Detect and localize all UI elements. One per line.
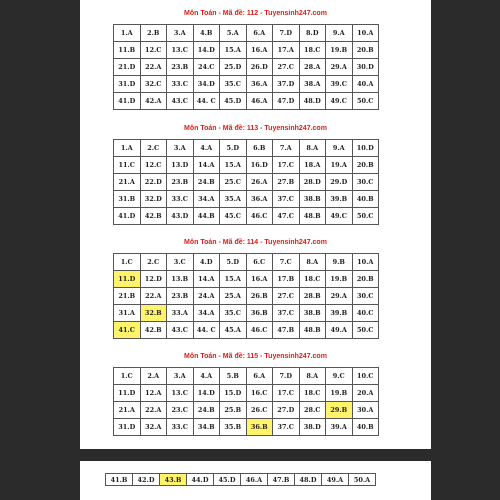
answer-cell: 31.D bbox=[114, 419, 141, 436]
answer-cell: 35.B bbox=[220, 419, 247, 436]
answer-row bbox=[114, 208, 379, 225]
answer-cell: 18.C bbox=[299, 271, 326, 288]
answer-cell: 18.C bbox=[299, 385, 326, 402]
answer-cell: 1.C bbox=[114, 254, 141, 271]
answer-cell: 44.B bbox=[193, 208, 220, 225]
answer-cell: 37.C bbox=[273, 191, 300, 208]
answer-cell: 12.C bbox=[140, 157, 167, 174]
answer-cell: 9.C bbox=[326, 368, 353, 385]
answer-cell: 15.A bbox=[220, 271, 247, 288]
answer-cell: 30.A bbox=[352, 402, 379, 419]
answer-row bbox=[114, 419, 379, 436]
answer-cell: 31.B bbox=[114, 191, 141, 208]
answer-row bbox=[114, 59, 379, 76]
answer-cell: 44.D bbox=[187, 474, 214, 486]
answer-row bbox=[114, 191, 379, 208]
answer-cell: 38.B bbox=[299, 305, 326, 322]
answer-cell: 27.D bbox=[273, 402, 300, 419]
answer-cell: 3.A bbox=[167, 25, 194, 42]
answer-row bbox=[114, 305, 379, 322]
answer-cell: 21.A bbox=[114, 402, 141, 419]
answer-cell: 23.B bbox=[167, 174, 194, 191]
answer-cell: 49.A bbox=[322, 474, 349, 486]
answer-cell: 29.A bbox=[326, 288, 353, 305]
answer-cell: 38.B bbox=[299, 191, 326, 208]
answer-cell: 26.A bbox=[246, 174, 273, 191]
answer-cell: 4.A bbox=[193, 140, 220, 157]
answer-cell: 12.D bbox=[140, 271, 167, 288]
answer-cell: 34.A bbox=[193, 191, 220, 208]
section-title: Môn Toán - Mã đề: 112 - Tuyensinh247.com bbox=[184, 10, 327, 17]
answer-cell: 26.B bbox=[246, 288, 273, 305]
answer-cell: 41.D bbox=[114, 93, 141, 110]
answer-cell: 25.C bbox=[220, 174, 247, 191]
answer-cell: 46.C bbox=[246, 322, 273, 339]
answer-cell: 44. C bbox=[193, 93, 220, 110]
answer-row bbox=[114, 174, 379, 191]
answer-cell: 8.A bbox=[299, 368, 326, 385]
answer-cell: 5.B bbox=[220, 368, 247, 385]
answer-row bbox=[114, 76, 379, 93]
answer-cell: 30.C bbox=[352, 288, 379, 305]
answer-cell: 17.C bbox=[273, 385, 300, 402]
answer-cell: 49.A bbox=[326, 322, 353, 339]
answer-cell: 2.B bbox=[140, 25, 167, 42]
answer-table bbox=[113, 253, 379, 339]
answer-cell: 1.C bbox=[114, 368, 141, 385]
answer-cell: 11.D bbox=[114, 385, 141, 402]
answer-cell: 25.A bbox=[220, 288, 247, 305]
answer-cell: 4.A bbox=[193, 368, 220, 385]
answer-cell: 8.D bbox=[299, 25, 326, 42]
answer-cell: 17.B bbox=[273, 271, 300, 288]
answer-cell: 30.C bbox=[352, 174, 379, 191]
answer-cell: 40.A bbox=[352, 76, 379, 93]
answer-cell: 17.C bbox=[273, 157, 300, 174]
answer-cell: 35.A bbox=[220, 191, 247, 208]
answer-cell: 19.A bbox=[326, 157, 353, 174]
answer-cell: 37.C bbox=[273, 305, 300, 322]
answer-cell: 46.A bbox=[241, 474, 268, 486]
answer-cell: 36.A bbox=[246, 191, 273, 208]
answer-cell: 16.C bbox=[246, 385, 273, 402]
answer-cell: 24.A bbox=[193, 288, 220, 305]
answer-cell: 5.D bbox=[220, 254, 247, 271]
answer-cell: 11.D bbox=[114, 271, 141, 288]
answer-row bbox=[114, 322, 379, 339]
answer-table bbox=[113, 24, 379, 110]
answer-cell: 2.C bbox=[140, 254, 167, 271]
answer-cell: 6.B bbox=[246, 140, 273, 157]
answer-row bbox=[114, 140, 379, 157]
answer-cell: 17.A bbox=[273, 42, 300, 59]
answer-cell: 19.B bbox=[326, 271, 353, 288]
answer-cell: 45.D bbox=[220, 93, 247, 110]
answer-cell: 12.A bbox=[140, 385, 167, 402]
answer-cell: 7.A bbox=[273, 140, 300, 157]
answer-cell: 37.D bbox=[273, 76, 300, 93]
answer-cell: 22.A bbox=[140, 59, 167, 76]
section-title: Môn Toán - Mã đề: 114 - Tuyensinh247.com bbox=[184, 239, 327, 246]
answer-cell: 31.A bbox=[114, 305, 141, 322]
answer-cell: 27.B bbox=[273, 174, 300, 191]
answer-cell: 28.B bbox=[299, 288, 326, 305]
answer-cell: 43.C bbox=[167, 322, 194, 339]
answer-row bbox=[114, 402, 379, 419]
answer-cell: 5.D bbox=[220, 140, 247, 157]
answer-cell: 10.A bbox=[352, 25, 379, 42]
answer-cell: 26.D bbox=[246, 59, 273, 76]
answer-cell: 30.D bbox=[352, 59, 379, 76]
answer-cell: 47.B bbox=[273, 322, 300, 339]
answer-cell: 3.C bbox=[167, 254, 194, 271]
answer-cell: 39.A bbox=[326, 419, 353, 436]
answer-cell: 1.A bbox=[114, 25, 141, 42]
answer-cell: 6.A bbox=[246, 368, 273, 385]
section-title: Môn Toán - Mã đề: 115 - Tuyensinh247.com bbox=[184, 353, 327, 360]
answer-cell: 13.B bbox=[167, 271, 194, 288]
answer-cell: 29.A bbox=[326, 59, 353, 76]
answer-cell: 42.B bbox=[140, 208, 167, 225]
answer-cell: 1.A bbox=[114, 140, 141, 157]
answer-cell: 27.C bbox=[273, 59, 300, 76]
answer-cell: 43.D bbox=[167, 208, 194, 225]
answer-cell: 32.C bbox=[140, 76, 167, 93]
answer-cell: 20.A bbox=[352, 385, 379, 402]
answer-cell: 46.C bbox=[246, 208, 273, 225]
answer-cell: 2.C bbox=[140, 140, 167, 157]
answer-cell: 40.B bbox=[352, 191, 379, 208]
answer-cell: 9.A bbox=[326, 140, 353, 157]
answer-cell: 13.C bbox=[167, 385, 194, 402]
answer-cell: 12.C bbox=[140, 42, 167, 59]
answer-cell: 18.C bbox=[299, 42, 326, 59]
answer-cell: 14.A bbox=[193, 157, 220, 174]
answer-cell: 49.C bbox=[326, 93, 353, 110]
answer-cell: 39.B bbox=[326, 191, 353, 208]
answer-cell: 47.B bbox=[268, 474, 295, 486]
answer-cell: 22.D bbox=[140, 174, 167, 191]
answer-cell: 28.D bbox=[299, 174, 326, 191]
answer-cell: 6.A bbox=[246, 25, 273, 42]
answer-cell: 14.A bbox=[193, 271, 220, 288]
answer-cell: 48.B bbox=[299, 208, 326, 225]
answer-cell: 4.D bbox=[193, 254, 220, 271]
answer-table bbox=[113, 367, 379, 436]
answer-table-continuation bbox=[105, 473, 376, 486]
answer-cell: 24.C bbox=[193, 59, 220, 76]
answer-row bbox=[106, 474, 376, 486]
answer-cell: 43.C bbox=[167, 93, 194, 110]
answer-cell: 36.A bbox=[246, 76, 273, 93]
answer-cell: 41.D bbox=[114, 208, 141, 225]
answer-cell: 42.B bbox=[140, 322, 167, 339]
answer-cell: 46.A bbox=[246, 93, 273, 110]
answer-cell: 7.D bbox=[273, 368, 300, 385]
answer-cell: 34.B bbox=[193, 419, 220, 436]
answer-cell: 21.D bbox=[114, 59, 141, 76]
answer-cell: 10.A bbox=[352, 254, 379, 271]
answer-cell: 9.B bbox=[326, 254, 353, 271]
answer-row bbox=[114, 157, 379, 174]
answer-row bbox=[114, 288, 379, 305]
answer-cell: 33.C bbox=[167, 76, 194, 93]
document-page-2 bbox=[80, 461, 431, 500]
answer-cell: 10.C bbox=[352, 368, 379, 385]
answer-cell: 47.C bbox=[273, 208, 300, 225]
answer-cell: 22.A bbox=[140, 288, 167, 305]
answer-cell: 45.D bbox=[214, 474, 241, 486]
answer-cell: 48.D bbox=[299, 93, 326, 110]
answer-cell: 14.D bbox=[193, 42, 220, 59]
answer-cell: 32.A bbox=[140, 419, 167, 436]
answer-row bbox=[114, 93, 379, 110]
answer-cell: 28.A bbox=[299, 59, 326, 76]
answer-cell: 19.B bbox=[326, 385, 353, 402]
answer-cell: 13.C bbox=[167, 42, 194, 59]
answer-cell: 20.B bbox=[352, 271, 379, 288]
answer-cell: 33.C bbox=[167, 419, 194, 436]
answer-cell: 20.B bbox=[352, 42, 379, 59]
answer-cell: 24.B bbox=[193, 174, 220, 191]
answer-cell: 23.C bbox=[167, 402, 194, 419]
answer-cell: 19.B bbox=[326, 42, 353, 59]
answer-cell: 15.A bbox=[220, 42, 247, 59]
answer-cell: 23.B bbox=[167, 59, 194, 76]
answer-cell: 41.C bbox=[114, 322, 141, 339]
section-title: Môn Toán - Mã đề: 113 - Tuyensinh247.com bbox=[184, 125, 327, 132]
answer-cell: 39.C bbox=[326, 76, 353, 93]
answer-cell: 38.A bbox=[299, 76, 326, 93]
answer-cell: 27.C bbox=[273, 288, 300, 305]
answer-cell: 35.C bbox=[220, 76, 247, 93]
answer-cell: 47.D bbox=[273, 93, 300, 110]
answer-cell: 4.B bbox=[193, 25, 220, 42]
answer-cell: 7.C bbox=[273, 254, 300, 271]
answer-cell: 16.A bbox=[246, 42, 273, 59]
answer-cell: 5.A bbox=[220, 25, 247, 42]
answer-row bbox=[114, 254, 379, 271]
answer-cell: 36.B bbox=[246, 305, 273, 322]
answer-row bbox=[114, 385, 379, 402]
answer-cell: 36.B bbox=[246, 419, 273, 436]
answer-row bbox=[114, 271, 379, 288]
answer-cell: 26.C bbox=[246, 402, 273, 419]
answer-cell: 11.C bbox=[114, 157, 141, 174]
answer-cell: 45.A bbox=[220, 322, 247, 339]
answer-cell: 23.B bbox=[167, 288, 194, 305]
answer-cell: 48.D bbox=[295, 474, 322, 486]
answer-cell: 8.A bbox=[299, 140, 326, 157]
answer-cell: 15.A bbox=[220, 157, 247, 174]
answer-cell: 25.B bbox=[220, 402, 247, 419]
answer-cell: 8.A bbox=[299, 254, 326, 271]
answer-cell: 18.A bbox=[299, 157, 326, 174]
answer-cell: 50.C bbox=[352, 322, 379, 339]
answer-row bbox=[114, 25, 379, 42]
answer-cell: 40.C bbox=[352, 305, 379, 322]
answer-cell: 44. C bbox=[193, 322, 220, 339]
answer-cell: 3.A bbox=[167, 368, 194, 385]
answer-cell: 29.B bbox=[326, 402, 353, 419]
answer-cell: 14.D bbox=[193, 385, 220, 402]
answer-cell: 41.B bbox=[106, 474, 133, 486]
answer-cell: 37.C bbox=[273, 419, 300, 436]
answer-cell: 29.D bbox=[326, 174, 353, 191]
answer-cell: 49.C bbox=[326, 208, 353, 225]
answer-cell: 50.C bbox=[352, 93, 379, 110]
answer-cell: 24.B bbox=[193, 402, 220, 419]
answer-cell: 11.B bbox=[114, 42, 141, 59]
answer-cell: 34.D bbox=[193, 76, 220, 93]
answer-cell: 15.D bbox=[220, 385, 247, 402]
answer-cell: 33.A bbox=[167, 305, 194, 322]
answer-cell: 13.D bbox=[167, 157, 194, 174]
answer-cell: 2.A bbox=[140, 368, 167, 385]
document-page-1 bbox=[80, 0, 431, 449]
answer-row bbox=[114, 42, 379, 59]
answer-cell: 50.A bbox=[349, 474, 376, 486]
answer-cell: 16.A bbox=[246, 271, 273, 288]
answer-cell: 16.D bbox=[246, 157, 273, 174]
answer-cell: 34.A bbox=[193, 305, 220, 322]
answer-cell: 9.A bbox=[326, 25, 353, 42]
answer-cell: 6.C bbox=[246, 254, 273, 271]
answer-cell: 28.C bbox=[299, 402, 326, 419]
answer-cell: 42.D bbox=[133, 474, 160, 486]
answer-cell: 7.D bbox=[273, 25, 300, 42]
answer-cell: 22.A bbox=[140, 402, 167, 419]
answer-cell: 3.A bbox=[167, 140, 194, 157]
answer-cell: 42.A bbox=[140, 93, 167, 110]
answer-cell: 33.C bbox=[167, 191, 194, 208]
answer-cell: 32.D bbox=[140, 191, 167, 208]
answer-row bbox=[114, 368, 379, 385]
answer-cell: 48.B bbox=[299, 322, 326, 339]
answer-cell: 35.C bbox=[220, 305, 247, 322]
answer-cell: 21.B bbox=[114, 288, 141, 305]
answer-cell: 21.A bbox=[114, 174, 141, 191]
answer-table bbox=[113, 139, 379, 225]
answer-cell: 39.B bbox=[326, 305, 353, 322]
answer-cell: 20.B bbox=[352, 157, 379, 174]
answer-cell: 38.D bbox=[299, 419, 326, 436]
answer-cell: 31.D bbox=[114, 76, 141, 93]
answer-cell: 43.B bbox=[160, 474, 187, 486]
answer-cell: 45.C bbox=[220, 208, 247, 225]
answer-cell: 10.D bbox=[352, 140, 379, 157]
answer-cell: 40.B bbox=[352, 419, 379, 436]
answer-cell: 32.B bbox=[140, 305, 167, 322]
answer-cell: 25.D bbox=[220, 59, 247, 76]
answer-cell: 50.C bbox=[352, 208, 379, 225]
